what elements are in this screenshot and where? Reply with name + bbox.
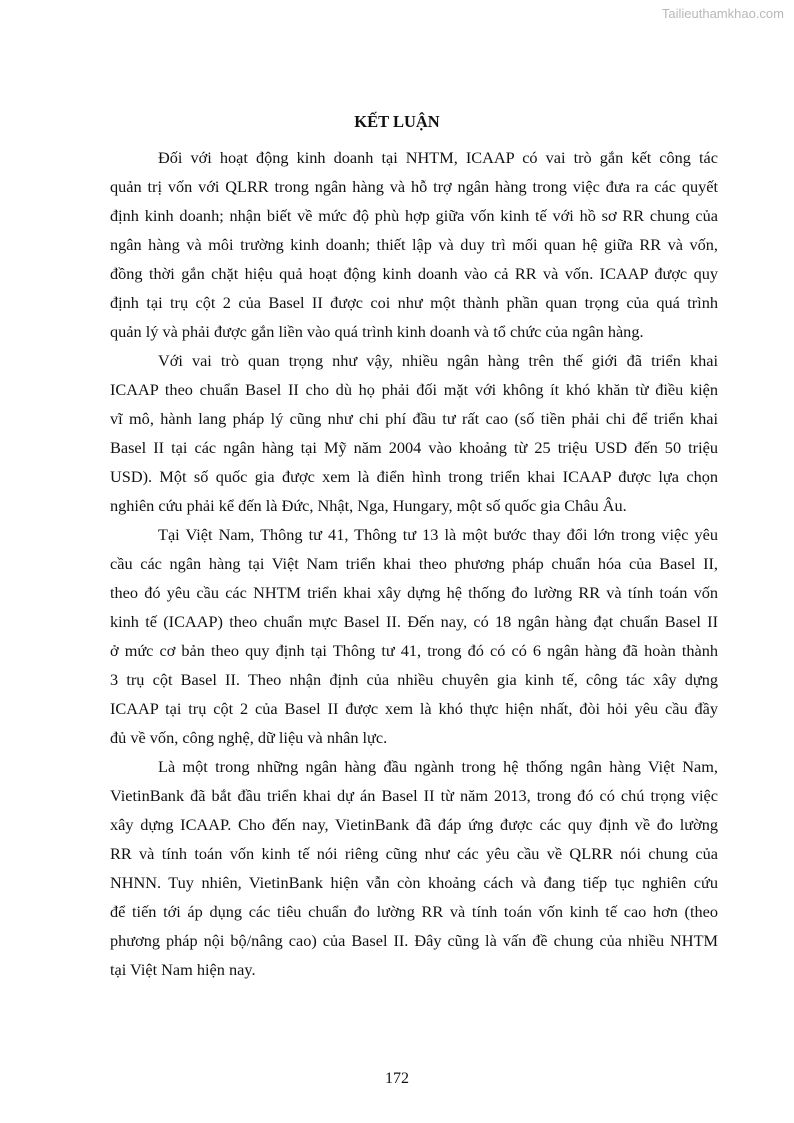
- section-title: KẾT LUẬN: [354, 112, 440, 131]
- page-number: 172: [385, 1070, 409, 1087]
- paragraph: [110, 752, 718, 984]
- paragraph: [110, 346, 718, 520]
- text-line: quản lý và phải được gắn liền vào quá trình kinh doanh và tổ chức của ngân hàng.: [110, 322, 644, 341]
- text-line: ICAAP tại trụ cột 2 của Basel II được xem là khó thực hiện nhất, đòi hỏi yêu cầu đầy: [110, 699, 718, 718]
- text-line: VietinBank đã bắt đầu triển khai dự án Basel II từ năm 2013, trong đó có chú trọng việc: [110, 786, 718, 805]
- text-line: nghiên cứu phải kể đến là Đức, Nhật, Nga, Hungary, một số quốc gia Châu Âu.: [110, 496, 627, 515]
- text-line: ngân hàng và môi trường kinh doanh; thiết lập và duy trì mối quan hệ giữa RR và vốn,: [110, 235, 718, 254]
- text-line: để tiến tới áp dụng các tiêu chuẩn đo lường RR và tính toán vốn kinh tế cao hơn (theo: [110, 902, 718, 921]
- paragraph: [110, 520, 718, 752]
- text-line: Là một trong những ngân hàng đầu ngành trong hệ thống ngân hàng Việt Nam,: [158, 757, 718, 776]
- text-line: USD). Một số quốc gia được xem là điển hình trong triển khai ICAAP được lựa chọn: [110, 467, 718, 486]
- text-line: phương pháp nội bộ/nâng cao) của Basel II. Đây cũng là vấn đề chung của nhiều NHTM: [110, 931, 718, 950]
- text-line: đủ về vốn, công nghệ, dữ liệu và nhân lực.: [110, 728, 388, 747]
- text-line: định tại trụ cột 2 của Basel II được coi như một thành phần quan trọng của quá trình: [110, 293, 718, 312]
- text-line: đồng thời gắn chặt hiệu quả hoạt động kinh doanh vào cả RR và vốn. ICAAP được quy: [110, 264, 718, 283]
- text-line: theo đó yêu cầu các NHTM triển khai xây dựng hệ thống đo lường RR và tính toán vốn: [110, 583, 718, 602]
- text-line: 3 trụ cột Basel II. Theo nhận định của nhiều chuyên gia kinh tế, công tác xây dựng: [110, 670, 718, 689]
- text-line: Đối với hoạt động kinh doanh tại NHTM, ICAAP có vai trò gắn kết công tác: [158, 148, 718, 167]
- text-line: ICAAP theo chuẩn Basel II cho dù họ phải đối mặt với không ít khó khăn từ điều kiện: [110, 380, 718, 399]
- text-line: ở mức cơ bản theo quy định tại Thông tư 41, trong đó có có 6 ngân hàng đã hoàn thành: [110, 641, 718, 660]
- text-line: tại Việt Nam hiện nay.: [110, 960, 256, 979]
- text-line: RR và tính toán vốn kinh tế nói riêng cũng như các yêu cầu về QLRR nói chung của: [110, 844, 718, 863]
- text-line: xây dựng ICAAP. Cho đến nay, VietinBank đã đáp ứng được các quy định về đo lường: [110, 815, 718, 834]
- paragraph: [110, 143, 718, 346]
- text-line: Với vai trò quan trọng như vậy, nhiều ngân hàng trên thế giới đã triển khai: [158, 351, 718, 370]
- text-line: Tại Việt Nam, Thông tư 41, Thông tư 13 là một bước thay đổi lớn trong việc yêu: [158, 525, 718, 544]
- text-line: Basel II tại các ngân hàng tại Mỹ năm 2004 vào khoảng từ 25 triệu USD đến 50 triệu: [110, 438, 718, 457]
- watermark: Tailieuthamkhao.com: [661, 6, 784, 21]
- text-line: định kinh doanh; nhận biết về mức độ phù hợp giữa vốn kinh tế với hồ sơ RR chung của: [110, 206, 718, 225]
- text-line: NHNN. Tuy nhiên, VietinBank hiện vẫn còn khoảng cách và đang tiếp tục nghiên cứu: [110, 873, 718, 892]
- text-line: vĩ mô, hành lang pháp lý cũng như chi phí đầu tư rất cao (số tiền phải chi để triển khai: [110, 409, 718, 428]
- text-line: cầu các ngân hàng tại Việt Nam triển khai theo phương pháp chuẩn hóa của Basel II,: [110, 554, 718, 573]
- text-line: kinh tế (ICAAP) theo chuẩn mực Basel II. Đến nay, có 18 ngân hàng đạt chuẩn Basel II: [110, 612, 718, 631]
- document-body: [110, 143, 718, 984]
- text-line: quản trị vốn với QLRR trong ngân hàng và hỗ trợ ngân hàng trong việc đưa ra các quyết: [110, 177, 718, 196]
